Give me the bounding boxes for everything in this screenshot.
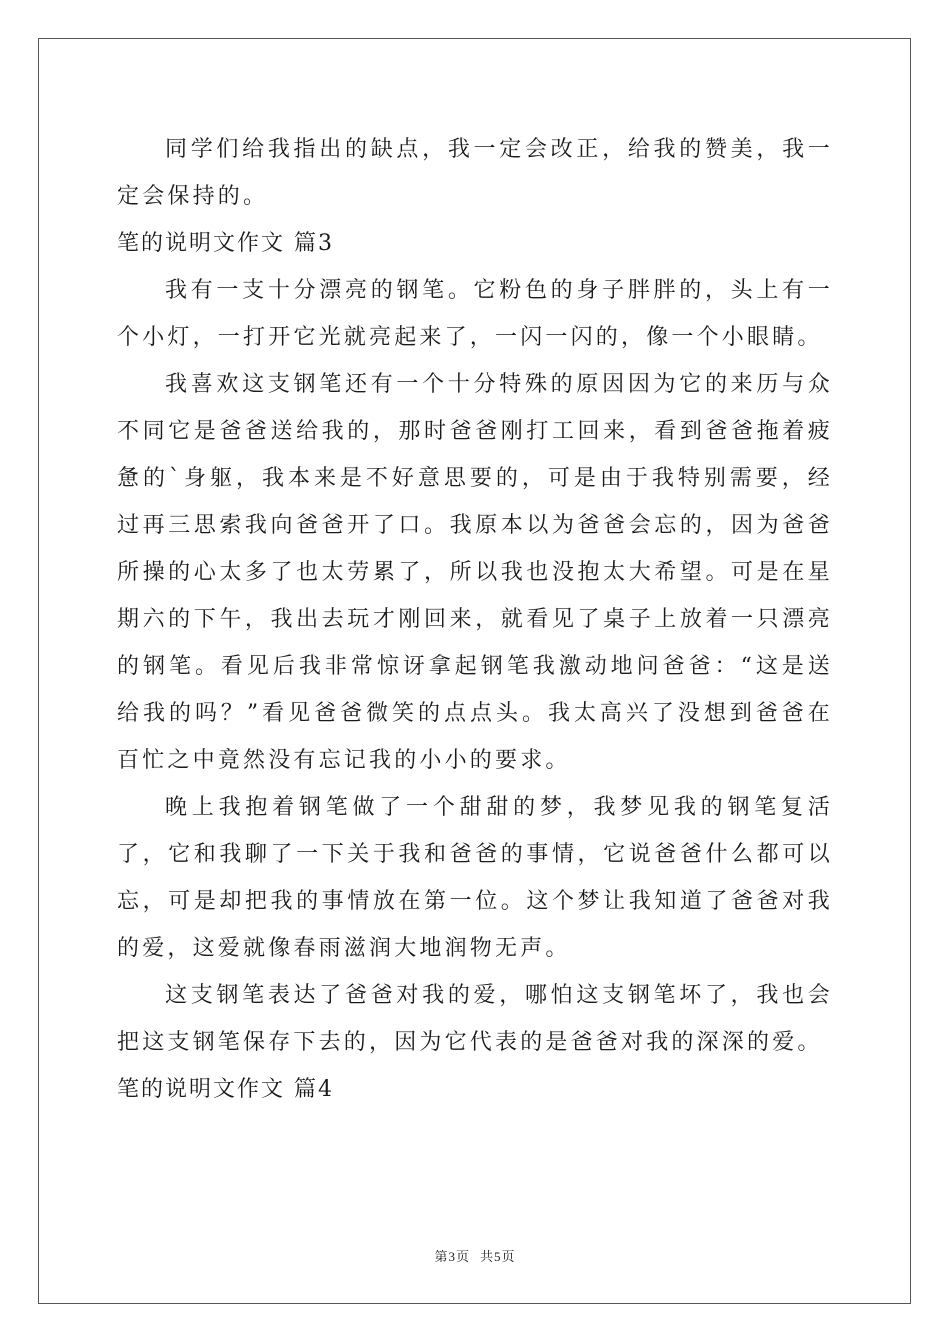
paragraph: 这支钢笔表达了爸爸对我的爱，哪怕这支钢笔坏了，我也会把这支钢笔保存下去的，因为它代表的是爸爸对我的深深的爱。: [117, 983, 833, 1055]
section-heading: 笔的说明文作文 篇3: [117, 231, 334, 256]
paragraph: 我有一支十分漂亮的钢笔。它粉色的身子胖胖的，头上有一个小灯，一打开它光就亮起来了，一闪一闪的，像一个小眼睛。: [117, 278, 833, 350]
paragraph: 晚上我抱着钢笔做了一个甜甜的梦，我梦见我的钢笔复活了，它和我聊了一下关于我和爸爸的事情，它说爸爸什么都可以忘，可是却把我的事情放在第一位。这个梦让我知道了爸爸对我的爱，这爱就像春雨滋润大地润物无声。: [117, 795, 833, 961]
paragraph: 同学们给我指出的缺点，我一定会改正，给我的赞美，我一定会保持的。: [117, 137, 833, 209]
page-total: 共5页: [480, 1249, 516, 1264]
section-heading: 笔的说明文作文 篇4: [117, 1077, 334, 1102]
paragraph: 我喜欢这支钢笔还有一个十分特殊的原因因为它的来历与众不同它是爸爸送给我的，那时爸爸刚打工回来，看到爸爸拖着疲惫的`身躯，我本来是不好意思要的，可是由于我特别需要，经过再三思索我向爸爸开了口。我原本以为爸爸会忘的，因为爸爸所操的心太多了也太劳累了，所以我也没抱太大希望。可是在星期六的下午，我出去玩才刚回来，就看见了桌子上放着一只漂亮的钢笔。看见后我非常惊讶拿起钢笔我激动地问爸爸：“这是送给我的吗？”看见爸爸微笑的点点头。我太高兴了没想到爸爸在百忙之中竟然没有忘记我的小小的要求。: [117, 372, 833, 773]
document-body: [117, 126, 833, 1113]
page-footer: [0, 1246, 950, 1265]
page-number: 第3页: [434, 1249, 470, 1264]
